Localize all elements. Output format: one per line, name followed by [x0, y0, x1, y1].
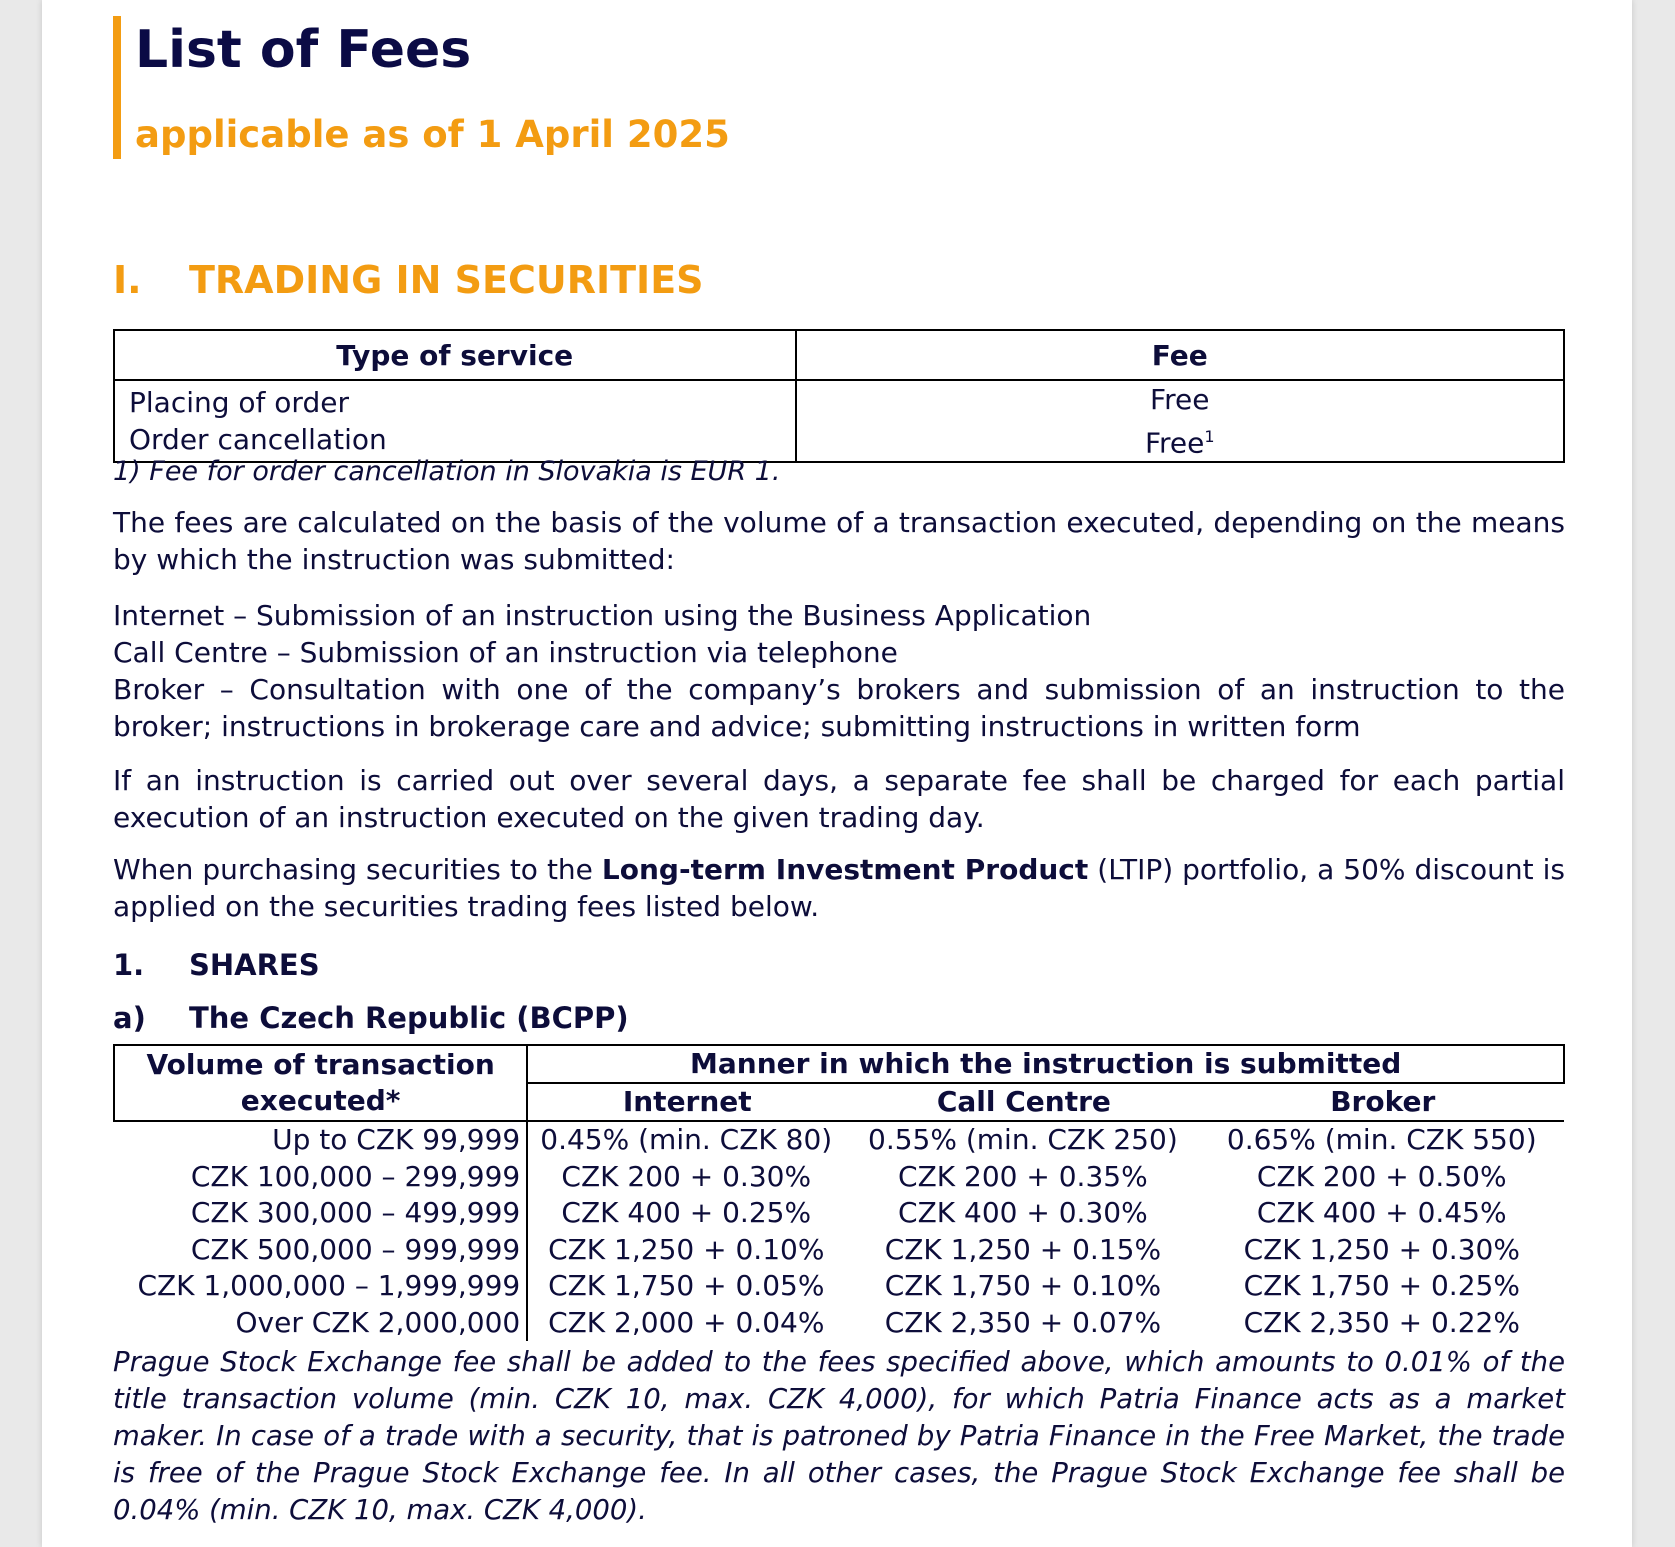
fee-order-cancellation — [811, 418, 1550, 461]
paragraph-ltip — [113, 851, 1565, 925]
stock-exchange-fee-note: Prague Stock Exchange fee shall be added to the fees specified above, which amounts to 0.01% of the title transaction volume (min. CZK 10, max. CZK 4,000), for which Patria Finance acts as a market maker. In case of a trade with a security, that is patroned by Patria Finance in the Free Market, the trade is free of the Prague Stock Exchange fee. In all other cases, the Prague Stock Exchange fee shall be 0.04% (min. CZK 10, max. CZK 4,000). — [113, 1346, 1565, 1526]
call-fee-cell: CZK 2,350 + 0.07% — [884, 1305, 1162, 1339]
table-row — [114, 1305, 1564, 1342]
volume-cell: Over CZK 2,000,000 — [114, 1305, 527, 1342]
section-number: I. — [113, 258, 142, 302]
table-row — [114, 1268, 1564, 1305]
service-cell — [114, 380, 796, 462]
header-type-of-service: Type of service — [114, 330, 796, 380]
broker-fee-cell: CZK 400 + 0.45% — [1256, 1196, 1507, 1229]
ltip-text-post: (LTIP) portfolio, a 50% discount is applied on the securities trading fees listed below. — [113, 853, 1566, 923]
header-fee: Fee — [796, 330, 1565, 380]
volume-cell: Up to CZK 99,999 — [114, 1121, 527, 1159]
internet-fee-cell: 0.45% (min. CZK 80) — [540, 1123, 833, 1156]
volume-cell: CZK 1,000,000 – 1,999,999 — [114, 1268, 527, 1305]
paragraph-partial-execution: If an instruction is carried out over several days, a separate fee shall be charged for each partial execution of an instruction executed on the given trading day. — [113, 764, 1565, 834]
call-fee-cell: CZK 1,750 + 0.10% — [884, 1269, 1162, 1302]
call-fee-cell: CZK 200 + 0.35% — [898, 1159, 1148, 1193]
paragraph-fee-basis: The fees are calculated on the basis of the volume of a transaction executed, depending on the means by which the instruction was submitted: — [113, 506, 1565, 576]
internet-fee-cell: CZK 1,750 + 0.05% — [548, 1269, 825, 1302]
fee-cell — [796, 380, 1565, 462]
internet-fee-cell: CZK 1,250 + 0.10% — [548, 1232, 825, 1266]
volume-cell: CZK 100,000 – 299,999 — [114, 1159, 527, 1196]
shares-fee-table — [113, 1044, 1565, 1341]
broker-fee-cell: 0.65% (min. CZK 550) — [1226, 1123, 1537, 1156]
header-call-centre: Call Centre — [936, 1085, 1111, 1118]
service-fee-table — [113, 329, 1565, 463]
subsection-czech-title: The Czech Republic (BCPP) — [189, 1001, 629, 1035]
section-title: TRADING IN SECURITIES — [189, 258, 704, 302]
service-placing-order: Placing of order — [129, 386, 349, 420]
call-fee-cell: CZK 400 + 0.30% — [898, 1196, 1148, 1229]
internet-fee-cell: CZK 200 + 0.30% — [561, 1159, 812, 1193]
volume-cell: CZK 500,000 – 999,999 — [114, 1232, 527, 1269]
subsection-title: SHARES — [189, 948, 320, 982]
internet-fee-cell: CZK 400 + 0.25% — [561, 1196, 812, 1229]
document-subtitle: applicable as of 1 April 2025 — [135, 113, 730, 156]
title-block — [113, 16, 730, 159]
header-internet: Internet — [622, 1085, 752, 1118]
internet-fee-cell: CZK 2,000 + 0.04% — [548, 1305, 825, 1339]
header-broker: Broker — [1330, 1085, 1436, 1118]
broker-fee-cell: CZK 1,750 + 0.25% — [1243, 1269, 1520, 1302]
subsection-heading-shares — [113, 948, 320, 982]
subsection-letter: a) — [113, 1001, 146, 1035]
footnote-slovakia: 1) Fee for order cancellation in Slovakia is EUR 1. — [113, 456, 781, 487]
broker-fee-cell: CZK 1,250 + 0.30% — [1243, 1232, 1520, 1266]
table-row — [114, 1232, 1564, 1269]
subsection-heading-czech — [113, 1001, 629, 1035]
table-row — [114, 1195, 1564, 1232]
means-broker: Broker – Consultation with one of the company’s brokers and submission of an instruction to the broker; instructions in brokerage care and advice; submitting instructions in written form — [113, 673, 1565, 743]
fee-placing-order: Free — [1150, 383, 1210, 416]
document-title: List of Fees — [135, 20, 472, 80]
means-call-centre: Call Centre – Submission of an instruction via telephone — [113, 636, 898, 669]
call-fee-cell: CZK 1,250 + 0.15% — [884, 1232, 1162, 1266]
table-row — [114, 1121, 1564, 1159]
call-fee-cell: 0.55% (min. CZK 250) — [868, 1123, 1178, 1156]
table-row — [114, 1159, 1564, 1196]
fee-cancellation-value: Free — [1144, 426, 1205, 460]
footnote-marker: 1 — [1204, 427, 1215, 446]
subsection-number: 1. — [113, 948, 145, 982]
ltip-product-name: Long-term Investment Product — [601, 853, 1089, 886]
volume-cell: CZK 300,000 – 499,999 — [114, 1195, 527, 1232]
header-volume: Volume of transaction executed* — [114, 1045, 527, 1121]
paragraph-means — [113, 597, 1565, 745]
section-heading-trading — [113, 258, 704, 302]
ltip-text-pre: When purchasing securities to the — [113, 853, 602, 886]
header-manner: Manner in which the instruction is submitted — [527, 1045, 1564, 1083]
broker-fee-cell: CZK 200 + 0.50% — [1256, 1159, 1507, 1193]
service-order-cancellation: Order cancellation — [129, 423, 387, 457]
broker-fee-cell: CZK 2,350 + 0.22% — [1243, 1305, 1520, 1339]
means-internet: Internet – Submission of an instruction using the Business Application — [113, 599, 1092, 632]
document-page — [42, 0, 1632, 1547]
